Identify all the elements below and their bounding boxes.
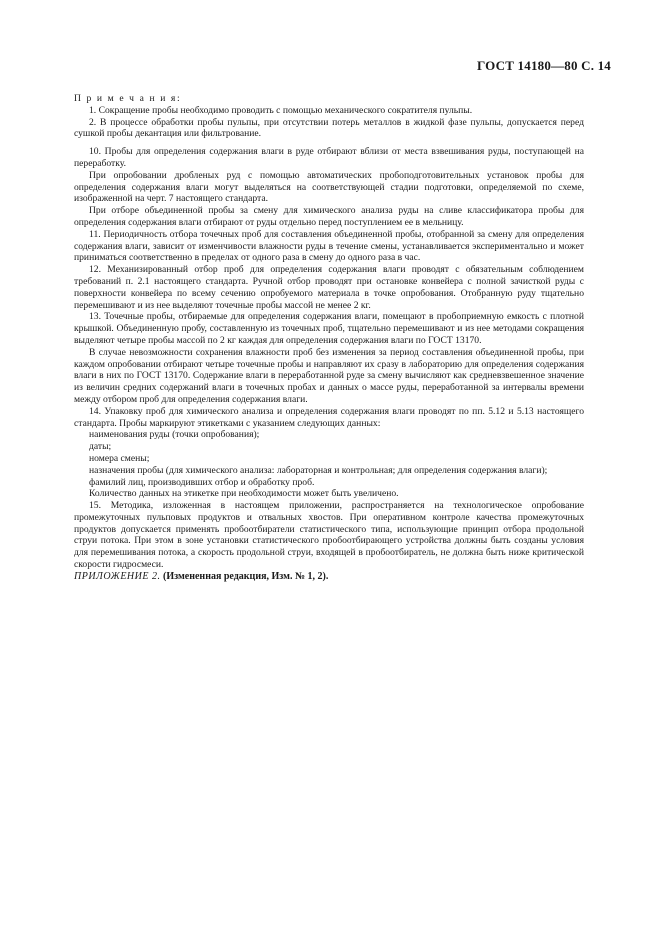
document-body (74, 93, 584, 583)
note-item: 1. Сокращение пробы необходимо проводить с помощью механического сократителя пульпы. (89, 104, 473, 116)
note-item: 2. В процессе обработки пробы пульпы, при отсутствии потерь металлов в жидкой фазе пульпы, допускается перед сушкой пробы декантация или фильтрование. (74, 116, 584, 140)
paragraph-12: 12. Механизированный отбор проб для определения содержания влаги проводят с обязательным соблюдением требований п. 2.1 настоящего стандарта. Ручной отбор проводят при остановке конвейера с полной зачисткой руды с поверхности конвейера по всему сечению опробуемого материала в точке опробования. Отобранную руду тщательно перемешивают и из нее выделяют точечные пробы массой не менее 2 кг. (74, 264, 584, 311)
notes-title: П р и м е ч а н и я: (74, 93, 182, 104)
paragraph-10: 10. Пробы для определения содержания влаги в руде отбирают вблизи от места взвешивания руды, поступающей на переработку. (74, 146, 584, 169)
label-field: номера смены; (89, 452, 150, 464)
paragraph-13: 13. Точечные пробы, отбираемые для определения содержания влаги, помещают в пробоприемную емкость с плотной крышкой. Объединенную пробу, составленную из точечных проб, тщательно перемешивают и из нее методами сокращения выделяют четыре пробы массой по 2 кг каждая для определения содержания влаги по ГОСТ 13170. (74, 311, 584, 346)
paragraph: В случае невозможности сохранения влажности проб без изменения за период составления объединенной пробы, при каждом опробовании отбирают четыре точечные пробы и направляют их сразу в лабораторию для определения содержания влаги в них по ГОСТ 13170. Содержание влаги в переработанной руде за смену вычисляют как средневзвешенное значение из величин средних содержаний влаги в точечных пробах и данных о массе руды, переработанной за интервалы времени между отбором проб для определения содержания влаги. (74, 346, 584, 405)
paragraph: При опробовании дробленых руд с помощью автоматических пробоподготовительных установок пробы для определения содержания влаги могут выделяться на соответствующей стадии подготовки, определяемой по схеме, изображенной на черт. 7 настоящего стандарта. (74, 169, 584, 205)
paragraph: При отборе объединенной пробы за смену для химического анализа руды на сливе классификатора пробы для определения содержания влаги отбирают от руды отдельно перед поступлением ее в мельницу. (74, 205, 584, 228)
appendix-note (74, 571, 584, 583)
label-field: наименования руды (точки опробования); (89, 429, 260, 441)
edition-note: (Измененная редакция, Изм. № 1, 2). (163, 570, 329, 582)
appendix-label: ПРИЛОЖЕНИЕ 2. (74, 570, 161, 582)
label-field: фамилий лиц, производивших отбор и обработку проб. (89, 476, 315, 488)
label-field: назначения пробы (для химического анализа: лабораторная и контрольная; для определения содержания влаги); (89, 464, 548, 476)
label-field: даты; (89, 441, 112, 453)
paragraph-11: 11. Периодичность отбора точечных проб для составления объединенной пробы, отобранной за смену для определения содержания влаги, зависит от изменчивости влажности руды в течение смены, устанавливается экспериментально и может приниматься соответственно в пределах от одного раза в смену до одного раза в час. (74, 228, 584, 264)
paragraph-14: 14. Упаковку проб для химического анализа и определения содержания влаги проводят по пп. 5.12 и 5.13 настоящего стандарта. Пробы маркируют этикетками с указанием следующих данных: (74, 405, 584, 429)
page-header: ГОСТ 14180—80 С. 14 (477, 58, 611, 73)
paragraph-15: 15. Методика, изложенная в настоящем приложении, распространяется на технологическое опробование промежуточных пульповых продуктов и отвальных хвостов. При оперативном контроле качества промежуточных продуктов допускается применять пробоотбиратели статистического типа, использующие принцип отбора продольной струи потока. При этом в зоне установки статистического пробоотбирающего устройства должны быть созданы условия для перемешивания потока, а скорость продольной струи, входящей в пробоотбиратель, не должна быть ниже критической скорости гидросмеси. (74, 500, 584, 571)
paragraph: Количество данных на этикетке при необходимости может быть увеличено. (89, 488, 399, 500)
